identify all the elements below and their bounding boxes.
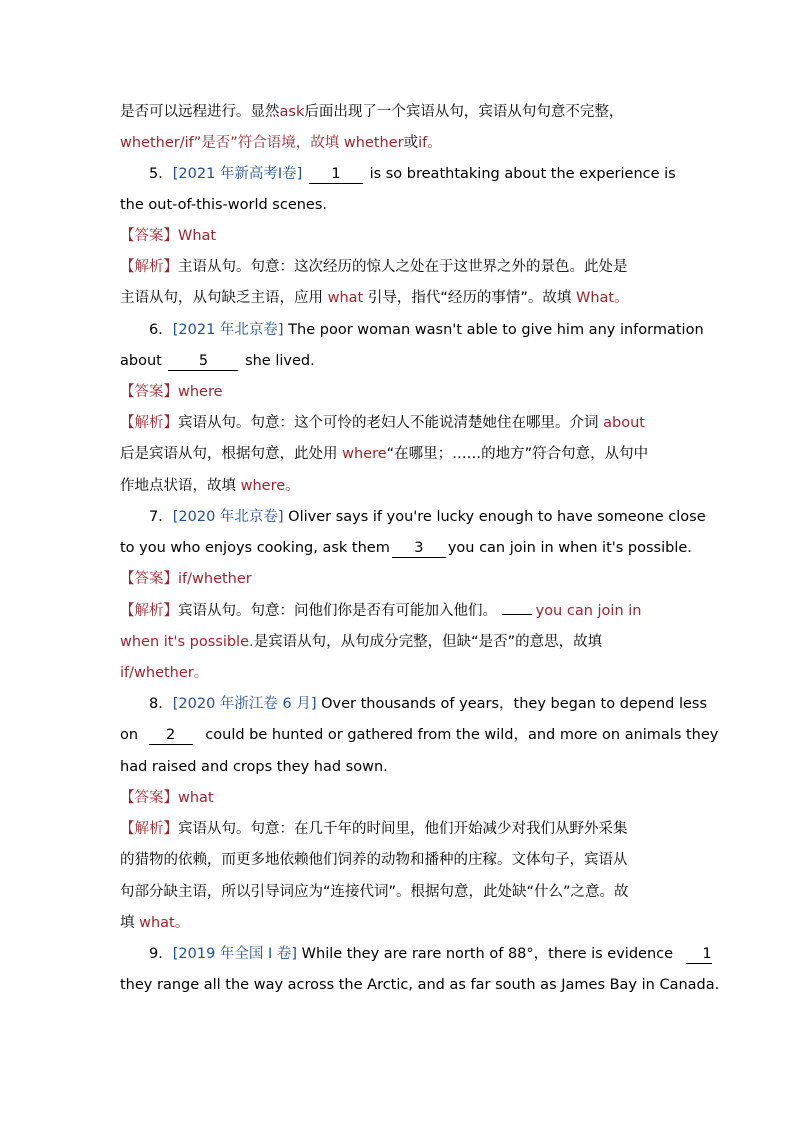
text-line: whether/if”是否”符合语境，故填 whether或if。 <box>120 135 442 151</box>
text-line: when it's possible.是宾语从句，从句成分完整，但缺“是否”的意思，故填 <box>120 634 603 650</box>
text-line: about 5 she lived. <box>120 353 315 369</box>
text-line: 主语从句，从句缺乏主语，应用 what 引导，指代“经历的事情”。故填 What。 <box>120 290 629 306</box>
explanation-5: 【解析】主语从句。句意：这次经历的惊人之处在于这世界之外的景色。此处是 <box>120 259 628 275</box>
text-line: the out-of-this-world scenes. <box>120 197 328 213</box>
answer-8: 【答案】what <box>120 790 214 806</box>
text-line: 的猎物的依赖，而更多地依赖他们饲养的动物和播种的庄稼。文体句子，宾语从 <box>120 852 628 868</box>
text-line: they range all the way across the Arctic, and as far south as James Bay in Canada. <box>120 977 720 993</box>
answer-6: 【答案】where <box>120 384 223 400</box>
text-line: had raised and crops they had sown. <box>120 759 388 775</box>
answer-blank <box>502 614 532 615</box>
question-6: 6．[2021 年北京卷] The poor woman wasn't able to give him any information <box>149 322 704 338</box>
text-line: if/whether。 <box>120 665 209 681</box>
answer-blank: 2 <box>149 727 193 745</box>
answer-blank: 1 <box>686 946 712 964</box>
question-5: 5．[2021 年新高考Ⅰ卷] 1 is so breathtaking about the experience is <box>149 166 676 182</box>
text-line: on 2 could be hunted or gathered from the wild，and more on animals they <box>120 727 719 743</box>
question-9: 9．[2019 年全国 I 卷] While they are rare north of 88°，there is evidence 1 <box>149 946 712 962</box>
text-line: 句部分缺主语，所以引导词应为“连接代词”。根据句意，此处缺“什么”之意。故 <box>120 884 629 900</box>
answer-blank: 3 <box>392 540 446 558</box>
answer-blank: 1 <box>309 166 363 184</box>
explanation-6: 【解析】宾语从句。句意：这个可怜的老妇人不能说清楚她住在哪里。介词 about <box>120 415 645 431</box>
answer-5: 【答案】What <box>120 228 217 244</box>
answer-7: 【答案】if/whether <box>120 571 252 587</box>
explanation-7: 【解析】宾语从句。句意：问他们你是否有可能加入他们。 you can join in <box>120 603 642 619</box>
question-7: 7．[2020 年北京卷] Oliver says if you're lucky enough to have someone close <box>149 509 706 525</box>
text-line: to you who enjoys cooking, ask them 3 you can join in when it's possible. <box>120 540 692 556</box>
text-line: 是否可以远程进行。显然ask后面出现了一个宾语从句，宾语从句句意不完整， <box>120 104 624 120</box>
answer-blank: 5 <box>168 353 238 371</box>
text-line: 填 what。 <box>120 915 190 931</box>
question-8: 8．[2020 年浙江卷 6 月] Over thousands of years，they began to depend less <box>149 696 708 712</box>
text-line: 作地点状语，故填 where。 <box>120 478 300 494</box>
text-line: 后是宾语从句，根据句意，此处用 where“在哪里；……的地方”符合句意，从句中 <box>120 446 649 462</box>
explanation-8: 【解析】宾语从句。句意：在几千年的时间里，他们开始减少对我们从野外采集 <box>120 821 628 837</box>
